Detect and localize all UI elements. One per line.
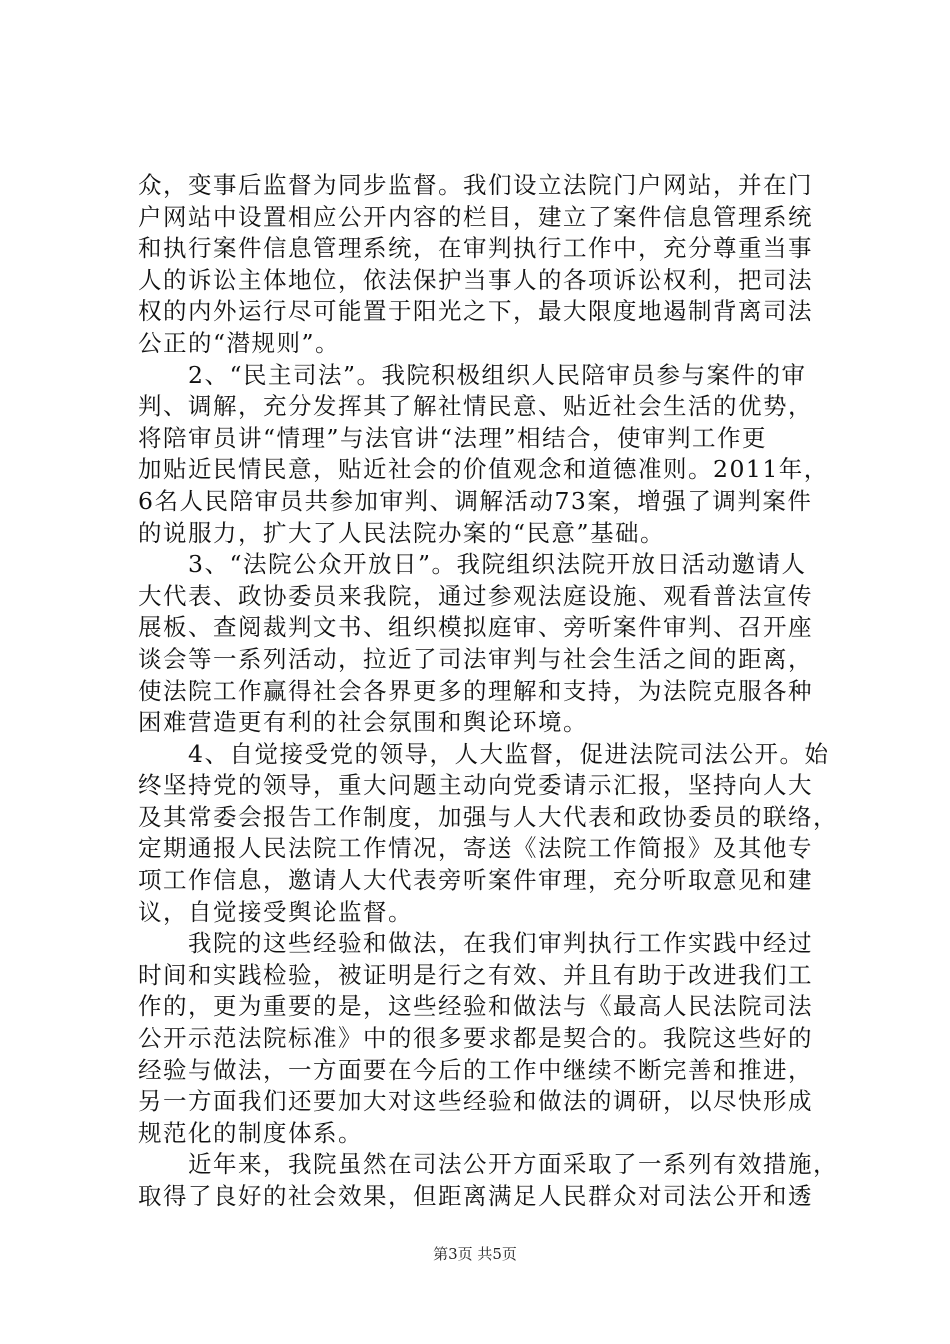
text-line: 权的内外运行尽可能置于阳光之下，最大限度地遏制背离司法 [138,297,813,326]
text-line: 定期通报人民法院工作情况，寄送《法院工作简报》及其他专 [138,834,813,863]
text-line: 及其常委会报告工作制度，加强与人大代表和政协委员的联络， [138,802,838,831]
text-line: 将陪审员讲“情理”与法官讲“法理”相结合，使审判工作更 [138,423,768,452]
text-line: 我院的这些经验和做法，在我们审判执行工作实践中经过 [138,929,813,958]
text-line: 谈会等一系列活动，拉近了司法审判与社会生活之间的距离， [138,644,813,673]
text-line: 公正的“潜规则”。 [138,328,341,357]
text-line: 使法院工作赢得社会各界更多的理解和支持，为法院克服各种 [138,676,813,705]
text-line: 作的，更为重要的是，这些经验和做法与《最高人民法院司法 [138,992,813,1021]
text-line: 经验与做法，一方面要在今后的工作中继续不断完善和推进， [138,1055,813,1084]
text-line: 加贴近民情民意，贴近社会的价值观念和道德准则。2011年， [138,455,829,484]
text-line: 3、“法院公众开放日”。我院组织法院开放日活动邀请人 [138,550,807,579]
text-line: 2、“民主司法”。我院积极组织人民陪审员参与案件的审 [138,360,807,389]
text-line: 规范化的制度体系。 [138,1118,363,1147]
text-line: 议，自觉接受舆论监督。 [138,897,413,926]
text-line: 困难营造更有利的社会氛围和舆论环境。 [138,708,588,737]
text-line: 时间和实践检验，被证明是行之有效、并且有助于改进我们工 [138,960,813,989]
text-line: 和执行案件信息管理系统，在审判执行工作中，充分尊重当事 [138,234,813,263]
body-text [138,170,838,1213]
text-line: 大代表、政协委员来我院，通过参观法庭设施、观看普法宣传 [138,581,813,610]
page-number-footer: 第3页 共5页 [433,1245,517,1263]
text-line: 取得了良好的社会效果，但距离满足人民群众对司法公开和透 [138,1182,813,1210]
text-line: 项工作信息，邀请人大代表旁听案件审理，充分听取意见和建 [138,866,813,895]
text-line: 另一方面我们还要加大对这些经验和做法的调研，以尽快形成 [138,1087,813,1116]
text-line: 近年来，我院虽然在司法公开方面采取了一系列有效措施， [138,1150,838,1179]
text-line: 4、自觉接受党的领导，人大监督，促进法院司法公开。始 [138,739,830,768]
text-line: 人的诉讼主体地位，依法保护当事人的各项诉讼权利，把司法 [138,265,813,294]
text-line: 的说服力，扩大了人民法院办案的“民意”基础。 [138,518,666,547]
text-line: 6名人民陪审员共参加审判、调解活动73案，增强了调判案件 [138,486,813,515]
text-line: 公开示范法院标准》中的很多要求都是契合的。我院这些好的 [138,1024,813,1053]
text-line: 判、调解，充分发挥其了解社情民意、贴近社会生活的优势， [138,392,813,421]
text-line: 户网站中设置相应公开内容的栏目，建立了案件信息管理系统 [138,202,813,231]
text-line: 展板、查阅裁判文书、组织模拟庭审、旁听案件审判、召开座 [138,613,813,642]
text-line: 终坚持党的领导，重大问题主动向党委请示汇报，坚持向人大 [138,771,813,800]
text-line: 众，变事后监督为同步监督。我们设立法院门户网站，并在门 [138,171,813,199]
